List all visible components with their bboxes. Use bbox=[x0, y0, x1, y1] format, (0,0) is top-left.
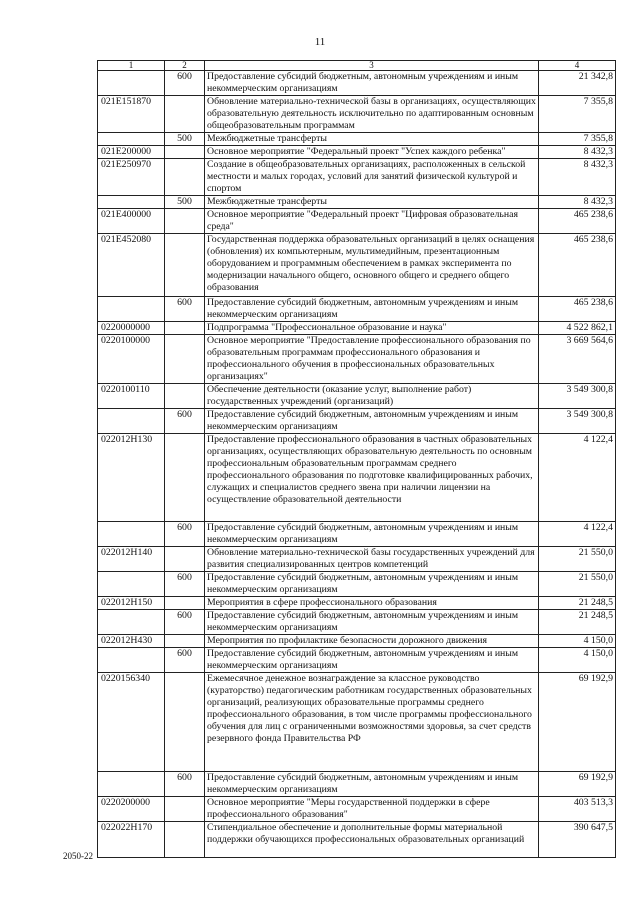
row-name: Мероприятия в сфере профессионального образования bbox=[205, 597, 539, 610]
table-row bbox=[98, 234, 616, 297]
row-amount: 465 238,6 bbox=[539, 209, 616, 234]
row-type bbox=[165, 434, 205, 522]
row-name: Межбюджетные трансферты bbox=[205, 196, 539, 209]
header-cell-4: 4 bbox=[539, 61, 616, 71]
table-row bbox=[98, 322, 616, 335]
row-type bbox=[165, 159, 205, 196]
row-amount: 3 669 564,6 bbox=[539, 335, 616, 384]
row-code bbox=[98, 297, 165, 322]
row-name: Мероприятия по профилактике безопасности дорожного движения bbox=[205, 635, 539, 648]
row-amount: 4 122,4 bbox=[539, 522, 616, 547]
table-row bbox=[98, 335, 616, 384]
row-name: Основное мероприятие "Предоставление профессионального образования по образовательным программам профессионального образования и профессионального обучения в профессиональных образовательных организациях" bbox=[205, 335, 539, 384]
row-code: 022012H140 bbox=[98, 547, 165, 572]
row-type: 500 bbox=[165, 196, 205, 209]
row-type bbox=[165, 335, 205, 384]
row-name: Предоставление субсидий бюджетным, автономным учреждениям и иным некоммерческим организациям bbox=[205, 409, 539, 434]
row-code bbox=[98, 572, 165, 597]
row-type bbox=[165, 547, 205, 572]
row-type bbox=[165, 209, 205, 234]
row-name: Предоставление субсидий бюджетным, автономным учреждениям и иным некоммерческим организациям bbox=[205, 610, 539, 635]
row-code: 021E452080 bbox=[98, 234, 165, 297]
row-name: Государственная поддержка образовательных организаций в целях оснащения (обновления) их компьютерным, мультимедийным, презентационным оборудованием и программным обеспечением в рамках эксперимента по модернизации начального общего, основного общего и среднего общего образования bbox=[205, 234, 539, 297]
row-amount: 21 248,5 bbox=[539, 597, 616, 610]
row-type: 600 bbox=[165, 648, 205, 673]
row-amount: 465 238,6 bbox=[539, 234, 616, 297]
row-amount: 21 550,0 bbox=[539, 572, 616, 597]
row-code: 022012H430 bbox=[98, 635, 165, 648]
row-name: Предоставление субсидий бюджетным, автономным учреждениям и иным некоммерческим организациям bbox=[205, 648, 539, 673]
row-amount: 4 522 862,1 bbox=[539, 322, 616, 335]
row-code: 0220000000 bbox=[98, 322, 165, 335]
row-name: Обновление материально-технической базы государственных учреждений для развития специализированных центров компетенций bbox=[205, 547, 539, 572]
table-row bbox=[98, 610, 616, 635]
row-name: Предоставление субсидий бюджетным, автономным учреждениям и иным некоммерческим организациям bbox=[205, 522, 539, 547]
table-row bbox=[98, 522, 616, 547]
row-code: 022012H130 bbox=[98, 434, 165, 522]
page-number: 11 bbox=[314, 36, 326, 48]
row-code bbox=[98, 522, 165, 547]
row-type: 600 bbox=[165, 522, 205, 547]
row-amount: 403 513,3 bbox=[539, 797, 616, 822]
row-code: 021E400000 bbox=[98, 209, 165, 234]
row-code bbox=[98, 772, 165, 797]
row-name: Подпрограмма "Профессиональное образование и наука" bbox=[205, 322, 539, 335]
row-type: 600 bbox=[165, 772, 205, 797]
table-row bbox=[98, 96, 616, 133]
table-row bbox=[98, 772, 616, 797]
row-name: Создание в общеобразовательных организациях, расположенных в сельской местности и малых городах, условий для занятий физической культурой и спортом bbox=[205, 159, 539, 196]
row-code: 0220100110 bbox=[98, 384, 165, 409]
row-code bbox=[98, 610, 165, 635]
table-row bbox=[98, 159, 616, 196]
table-row bbox=[98, 547, 616, 572]
row-name: Предоставление субсидий бюджетным, автономным учреждениям и иным некоммерческим организациям bbox=[205, 772, 539, 797]
row-amount: 8 432,3 bbox=[539, 159, 616, 196]
table-row bbox=[98, 648, 616, 673]
row-amount: 21 248,5 bbox=[539, 610, 616, 635]
row-type: 600 bbox=[165, 409, 205, 434]
row-type bbox=[165, 797, 205, 822]
row-code: 022012H150 bbox=[98, 597, 165, 610]
header-cell-2: 2 bbox=[165, 61, 205, 71]
row-name: Предоставление субсидий бюджетным, автономным учреждениям и иным некоммерческим организациям bbox=[205, 297, 539, 322]
table-row bbox=[98, 597, 616, 610]
row-amount: 4 150,0 bbox=[539, 648, 616, 673]
row-amount: 4 122,4 bbox=[539, 434, 616, 522]
budget-table bbox=[97, 60, 616, 858]
table-row bbox=[98, 196, 616, 209]
row-amount: 4 150,0 bbox=[539, 635, 616, 648]
row-amount: 465 238,6 bbox=[539, 297, 616, 322]
header-cell-1: 1 bbox=[98, 61, 165, 71]
row-type: 500 bbox=[165, 133, 205, 146]
row-amount: 69 192,9 bbox=[539, 772, 616, 797]
row-type bbox=[165, 234, 205, 297]
row-type bbox=[165, 146, 205, 159]
row-amount: 21 342,8 bbox=[539, 71, 616, 96]
table-row bbox=[98, 384, 616, 409]
row-code: 021E250970 bbox=[98, 159, 165, 196]
row-amount: 8 432,3 bbox=[539, 146, 616, 159]
row-code: 021E151870 bbox=[98, 96, 165, 133]
row-code bbox=[98, 196, 165, 209]
table-row bbox=[98, 146, 616, 159]
row-amount: 7 355,8 bbox=[539, 133, 616, 146]
table-row bbox=[98, 822, 616, 858]
row-name: Межбюджетные трансферты bbox=[205, 133, 539, 146]
row-code bbox=[98, 409, 165, 434]
header-row bbox=[98, 61, 616, 71]
row-name: Обновление материально-технической базы в организациях, осуществляющих образовательную деятельность исключительно по адаптированным основным общеобразовательным программам bbox=[205, 96, 539, 133]
row-amount: 8 432,3 bbox=[539, 196, 616, 209]
row-type bbox=[165, 597, 205, 610]
row-name: Предоставление профессионального образования в частных образовательных организациях, осуществляющих образовательную деятельность по основным профессиональным образовательным программам среднего профессионального образования по подготовке квалифицированных рабочих, служащих и специалистов среднего звена при наличии лицензии на осуществление образовательной деятельности bbox=[205, 434, 539, 522]
table-row bbox=[98, 71, 616, 96]
row-name: Ежемесячное денежное вознаграждение за классное руководство (кураторство) педагогическим работникам государственных образовательных организаций, реализующих образовательные программы среднего профессионального образования, в том числе программы профессионального обучения для лиц с ограниченными возможностями здоровья, за счет средств резервного фонда Правительства РФ bbox=[205, 673, 539, 772]
table-row bbox=[98, 673, 616, 772]
row-name: Предоставление субсидий бюджетным, автономным учреждениям и иным некоммерческим организациям bbox=[205, 572, 539, 597]
table-row bbox=[98, 434, 616, 522]
row-code bbox=[98, 71, 165, 96]
row-type: 600 bbox=[165, 297, 205, 322]
table-row bbox=[98, 209, 616, 234]
row-code bbox=[98, 648, 165, 673]
row-type: 600 bbox=[165, 610, 205, 635]
row-type bbox=[165, 322, 205, 335]
row-type bbox=[165, 822, 205, 858]
row-type bbox=[165, 635, 205, 648]
row-code: 0220100000 bbox=[98, 335, 165, 384]
row-code: 0220156340 bbox=[98, 673, 165, 772]
header-cell-3: 3 bbox=[205, 61, 539, 71]
row-amount: 69 192,9 bbox=[539, 673, 616, 772]
table-row bbox=[98, 409, 616, 434]
row-type: 600 bbox=[165, 572, 205, 597]
table-row bbox=[98, 133, 616, 146]
row-code bbox=[98, 133, 165, 146]
row-type bbox=[165, 673, 205, 772]
row-name: Основное мероприятие "Федеральный проект "Успех каждого ребенка" bbox=[205, 146, 539, 159]
row-amount: 21 550,0 bbox=[539, 547, 616, 572]
row-amount: 3 549 300,8 bbox=[539, 384, 616, 409]
footer-code: 2050-22 bbox=[63, 851, 93, 861]
row-name: Обеспечение деятельности (оказание услуг, выполнение работ) государственных учреждений (организаций) bbox=[205, 384, 539, 409]
table-row bbox=[98, 797, 616, 822]
row-type: 600 bbox=[165, 71, 205, 96]
row-name: Стипендиальное обеспечение и дополнительные формы материальной поддержки обучающихся профессиональных образовательных организаций bbox=[205, 822, 539, 858]
row-code: 022022H170 bbox=[98, 822, 165, 858]
row-name: Предоставление субсидий бюджетным, автономным учреждениям и иным некоммерческим организациям bbox=[205, 71, 539, 96]
row-code: 021E200000 bbox=[98, 146, 165, 159]
row-amount: 390 647,5 bbox=[539, 822, 616, 858]
table-row bbox=[98, 635, 616, 648]
table-row bbox=[98, 297, 616, 322]
row-name: Основное мероприятие "Меры государственной поддержки в сфере профессионального образования" bbox=[205, 797, 539, 822]
row-code: 0220200000 bbox=[98, 797, 165, 822]
table-row bbox=[98, 572, 616, 597]
row-amount: 3 549 300,8 bbox=[539, 409, 616, 434]
row-type bbox=[165, 384, 205, 409]
row-name: Основное мероприятие "Федеральный проект "Цифровая образовательная среда" bbox=[205, 209, 539, 234]
row-type bbox=[165, 96, 205, 133]
row-amount: 7 355,8 bbox=[539, 96, 616, 133]
